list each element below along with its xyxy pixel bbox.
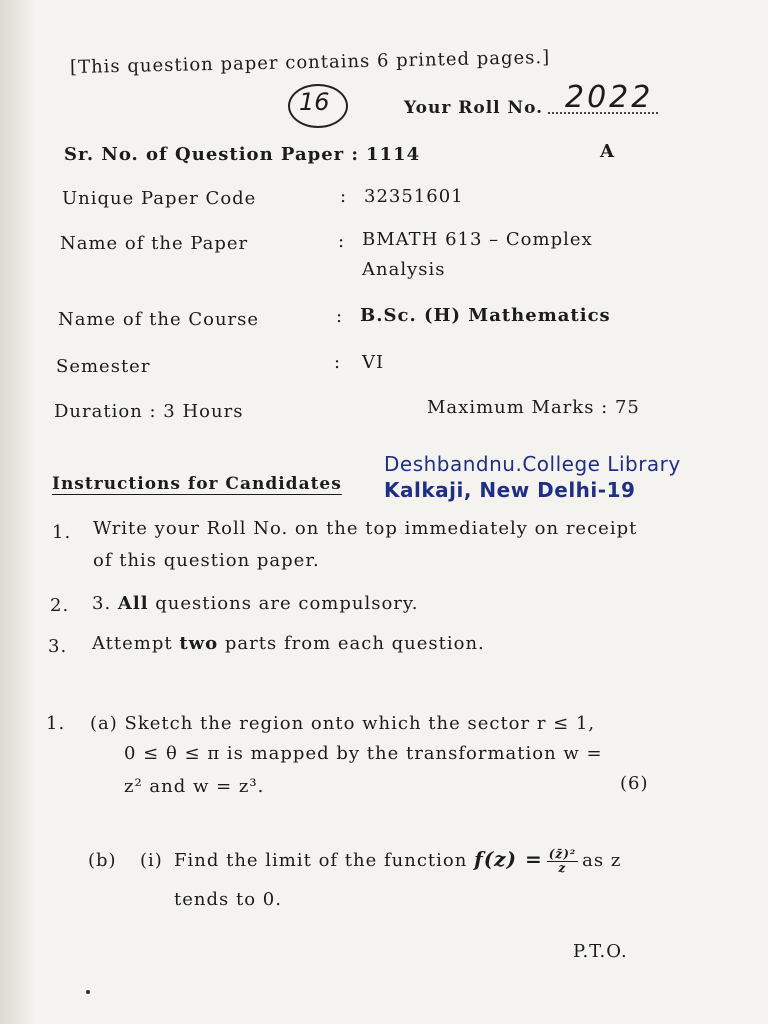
paper-colon: :	[338, 231, 346, 252]
instruction-1-line1: Write your Roll No. on the top immediately on receipt	[93, 518, 638, 539]
semester-value: VI	[362, 352, 385, 373]
ink-dot	[86, 990, 90, 994]
question-1a-line2: 0 ≤ θ ≤ π is mapped by the transformation w =	[124, 743, 603, 764]
roll-label: Your Roll No.	[404, 98, 544, 118]
sr-label: Sr. No. of Question Paper :	[64, 144, 360, 165]
circled-number: 16	[299, 88, 330, 116]
course-colon: :	[336, 306, 344, 327]
question-1a-marks: (6)	[620, 773, 649, 794]
instructions-heading: Instructions for Candidates	[52, 474, 342, 494]
question-1a-line3: z² and w = z³.	[124, 776, 265, 797]
question-1a-line1: (a) Sketch the region onto which the sector r ≤ 1,	[90, 713, 596, 734]
pto: P.T.O.	[573, 941, 628, 962]
fraction: $\frac{\text{(z̄)²}}{z}$	[548, 846, 577, 875]
roll-number-handwritten: 2022	[565, 80, 654, 115]
paper-label: Name of the Paper	[60, 233, 249, 254]
course-value: B.Sc. (H) Mathematics	[360, 305, 611, 326]
function-expression: f(z) =	[474, 847, 543, 871]
sr-value: 1114	[366, 144, 421, 165]
question-1b-line2: tends to 0.	[174, 889, 282, 910]
duration: Duration : 3 Hours	[54, 401, 244, 422]
page-edge-shadow	[0, 0, 36, 1024]
pages-note: [This question paper contains 6 printed pages.]	[69, 46, 551, 79]
library-stamp-line2: Kalkaji, New Delhi-19	[384, 478, 636, 502]
upc-value: 32351601	[364, 186, 464, 207]
upc-colon: :	[340, 186, 348, 207]
instruction-1-number: 1.	[52, 522, 72, 543]
upc-label: Unique Paper Code	[62, 188, 257, 209]
question-1b-label: (b)	[88, 850, 117, 871]
library-stamp-line1: Deshbandnu.College Library	[384, 452, 681, 476]
paper-value-line2: Analysis	[362, 259, 446, 280]
instruction-1-line2: of this question paper.	[93, 550, 320, 571]
question-1b-text: Find the limit of the function f(z) = $\frac{\text{(z̄)²}}{z}$ as z	[174, 846, 622, 875]
set-letter: A	[600, 141, 615, 162]
question-1b-sub: (i)	[140, 850, 163, 871]
instruction-3-number: 3.	[48, 636, 68, 657]
paper-value-line1: BMATH 613 – Complex	[362, 229, 593, 250]
instruction-2-number: 2.	[50, 595, 70, 616]
instruction-3-text: Attempt two parts from each question.	[92, 633, 485, 654]
question-1-number: 1.	[46, 713, 66, 734]
semester-label: Semester	[56, 356, 151, 377]
max-marks: Maximum Marks : 75	[427, 397, 640, 418]
course-label: Name of the Course	[58, 309, 260, 330]
instruction-2-text: 3. All questions are compulsory.	[92, 593, 419, 614]
semester-colon: :	[334, 352, 342, 373]
